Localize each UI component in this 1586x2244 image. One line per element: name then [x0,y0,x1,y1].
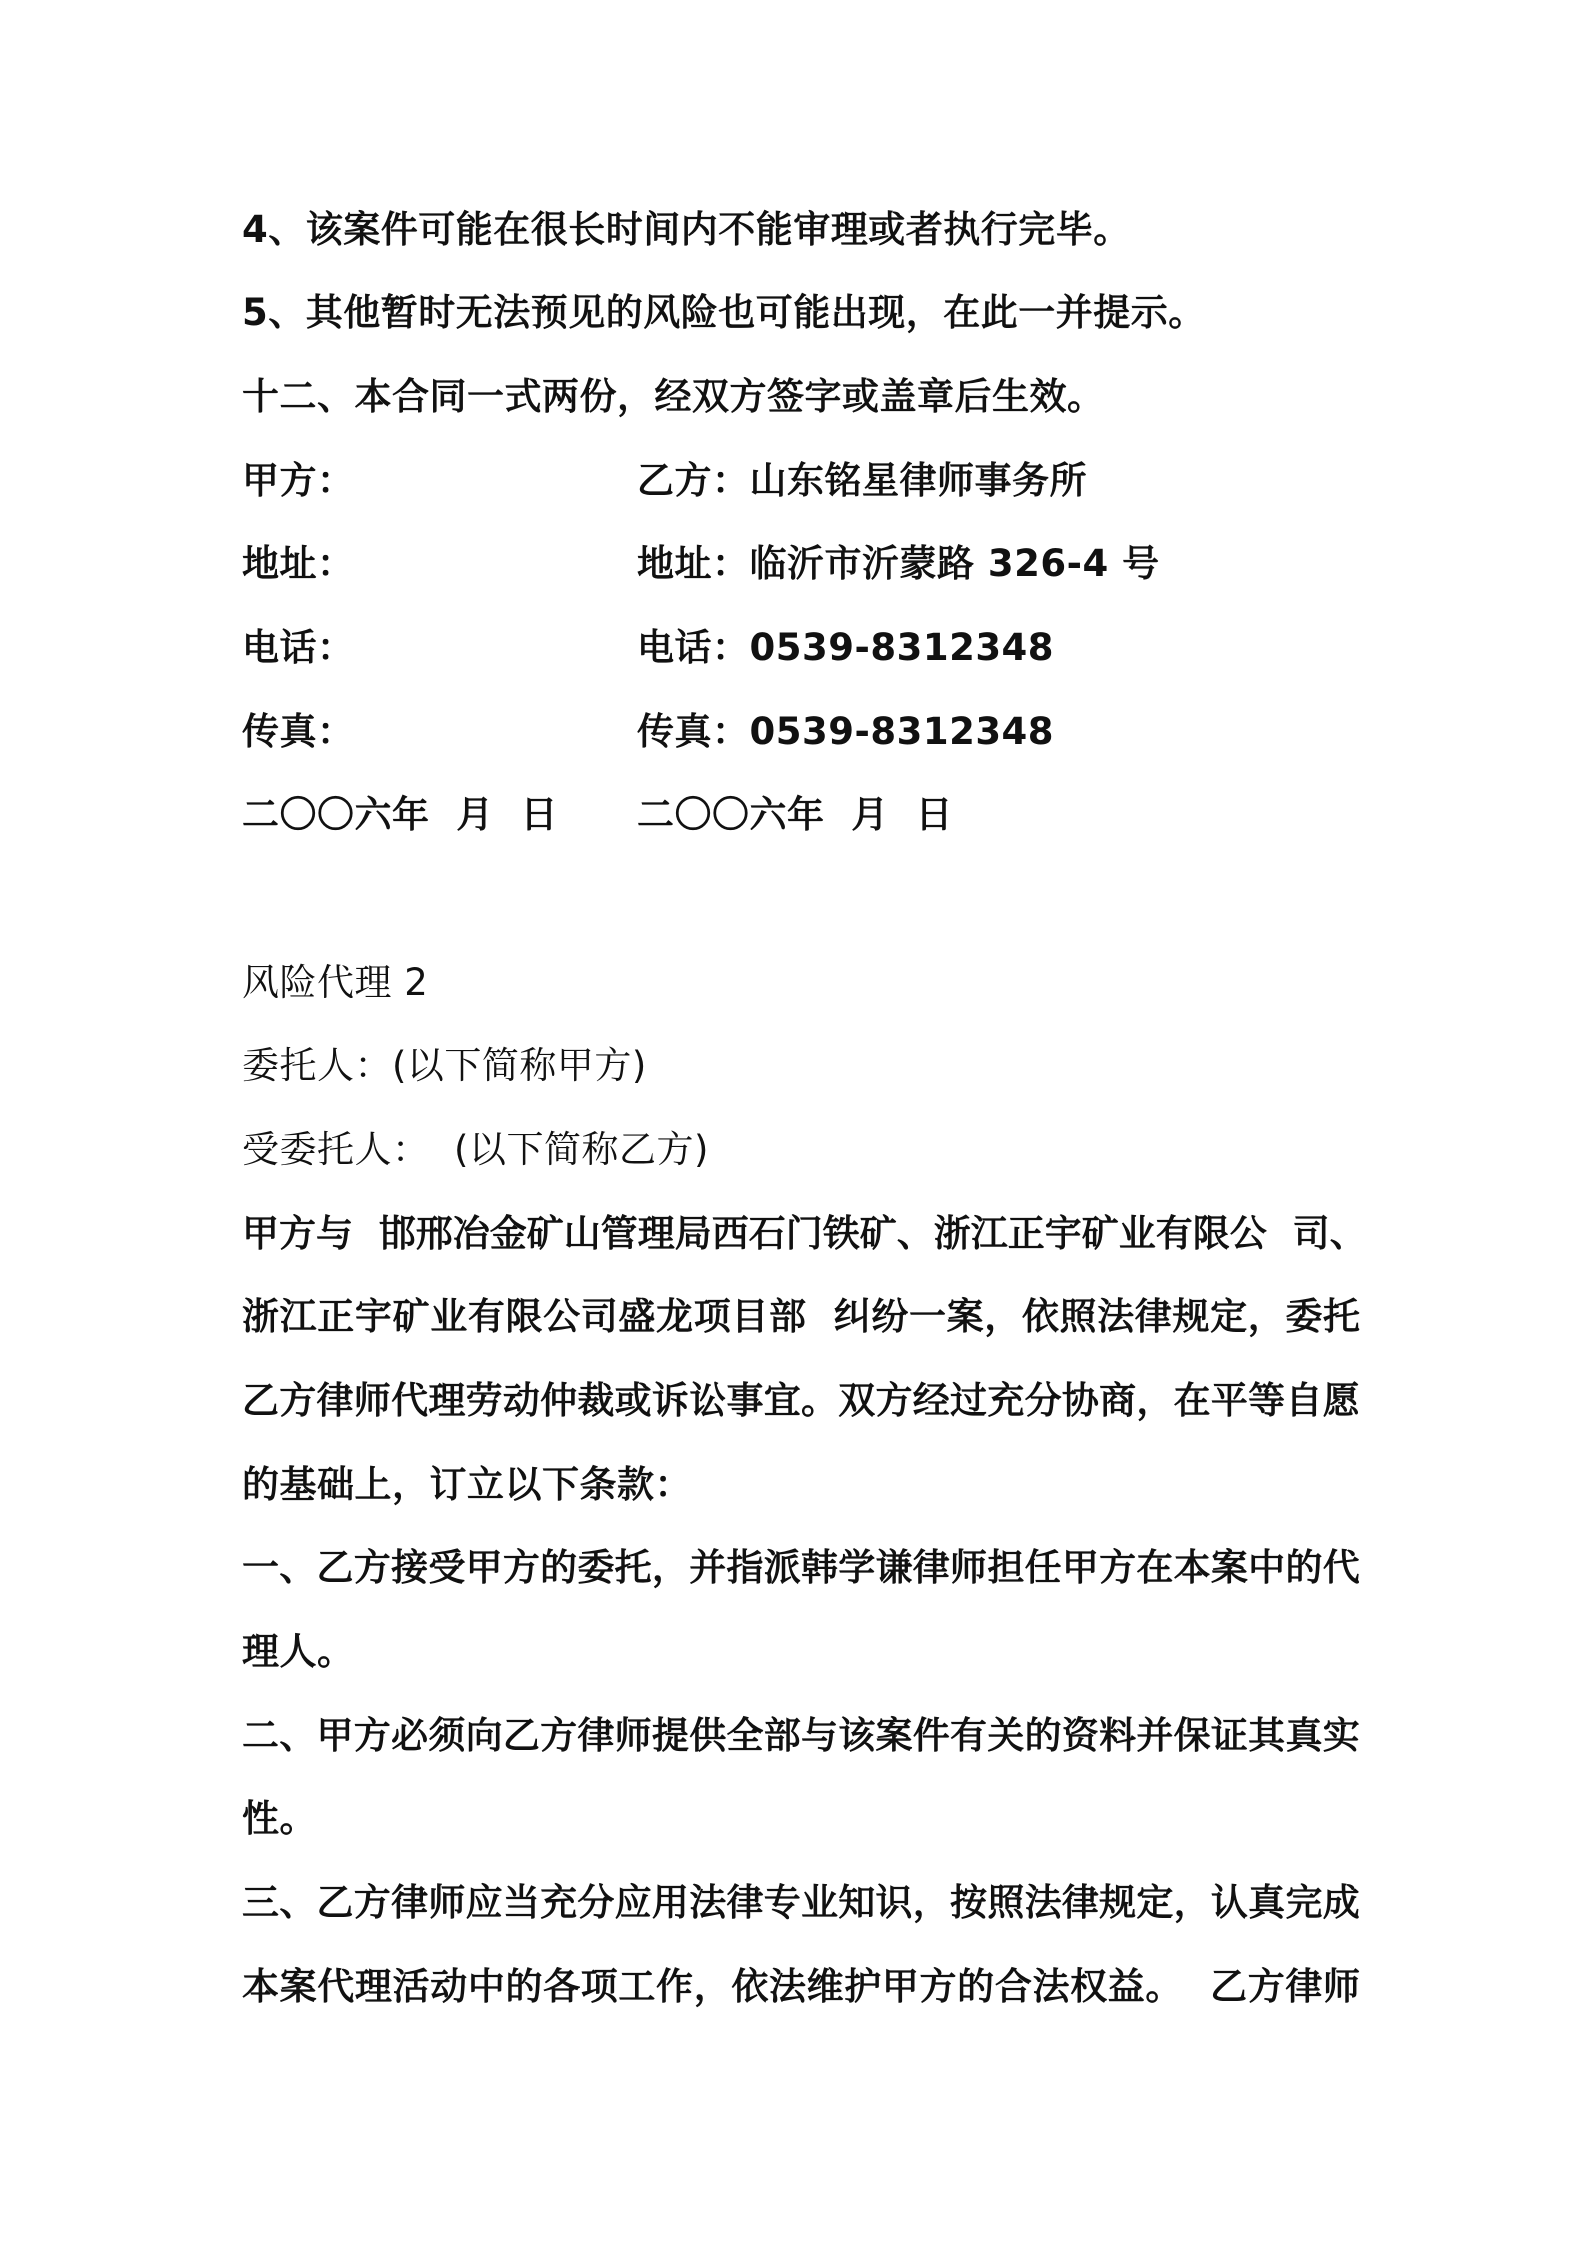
party-b-date: 二〇〇六年 月 日 [637,793,954,836]
clause-1-line-1: 一 、 乙 方 接 受 甲 方 的 委 托 ， 并 指 派 韩 学 谦 律 师 担 任 甲 方 在 本 案 中 的 代 [242,1546,1360,1589]
party-a-address: 地址： [242,542,355,585]
risk-item-5: 5、其他暂时无法预见的风险也可能出现，在此一并提示。 [242,291,1206,334]
risk-item-4: 4、该案件可能在很长时间内不能审理或者执行完毕。 [242,208,1131,251]
intro-line-2: 浙 江 正 宇 矿 业 有 限 公 司 盛 龙 项 目 部 纠 纷 一 案 ， 依 照 法 律 规 定 ， 委 托 [242,1295,1360,1338]
party-a-phone: 电话： [242,626,355,669]
intro-line-1: 甲 方 与 邯 邢 冶 金 矿 山 管 理 局 西 石 门 铁 矿 、 浙 江 正 宇 矿 业 有 限 公 司 、 [242,1212,1367,1255]
clause-2-line-2: 性。 [242,1797,317,1840]
party-a-fax: 传真： [242,710,355,753]
party-b-fax: 传真：0539-8312348 [637,710,1055,753]
clause-2-line-1: 二 、 甲 方 必 须 向 乙 方 律 师 提 供 全 部 与 该 案 件 有 关 的 资 料 并 保 证 其 真 实 [242,1714,1360,1757]
clause-1-line-2: 理人。 [242,1630,355,1673]
party-b-label: 乙方：山东铭星律师事务所 [637,459,1087,502]
client-line: 委托人：(以下简称甲方) [242,1044,647,1087]
party-b-phone: 电话：0539-8312348 [637,626,1055,669]
section-heading: 风险代理 2 [242,961,429,1004]
clause-12: 十二、本合同一式两份，经双方签字或盖章后生效。 [242,375,1105,418]
party-a-label: 甲方： [242,459,355,502]
party-b-address: 地址：临沂市沂蒙路 326-4 号 [637,542,1160,585]
intro-line-3: 乙 方 律 师 代 理 劳 动 仲 裁 或 诉 讼 事 宜 。 双 方 经 过 充 分 协 商 ， 在 平 等 自 愿 [242,1379,1360,1422]
party-a-date: 二〇〇六年 月 日 [242,793,559,836]
clause-3-line-2: 本 案 代 理 活 动 中 的 各 项 工 作 ， 依 法 维 护 甲 方 的 合 法 权 益 。 乙 方 律 师 [242,1965,1360,2008]
clause-3-line-1: 三 、 乙 方 律 师 应 当 充 分 应 用 法 律 专 业 知 识 ， 按 照 法 律 规 定 ， 认 真 完 成 [242,1881,1360,1924]
intro-line-4: 的基础上，订立以下条款： [242,1463,692,1506]
agent-line: 受委托人： (以下简称乙方) [242,1128,709,1171]
